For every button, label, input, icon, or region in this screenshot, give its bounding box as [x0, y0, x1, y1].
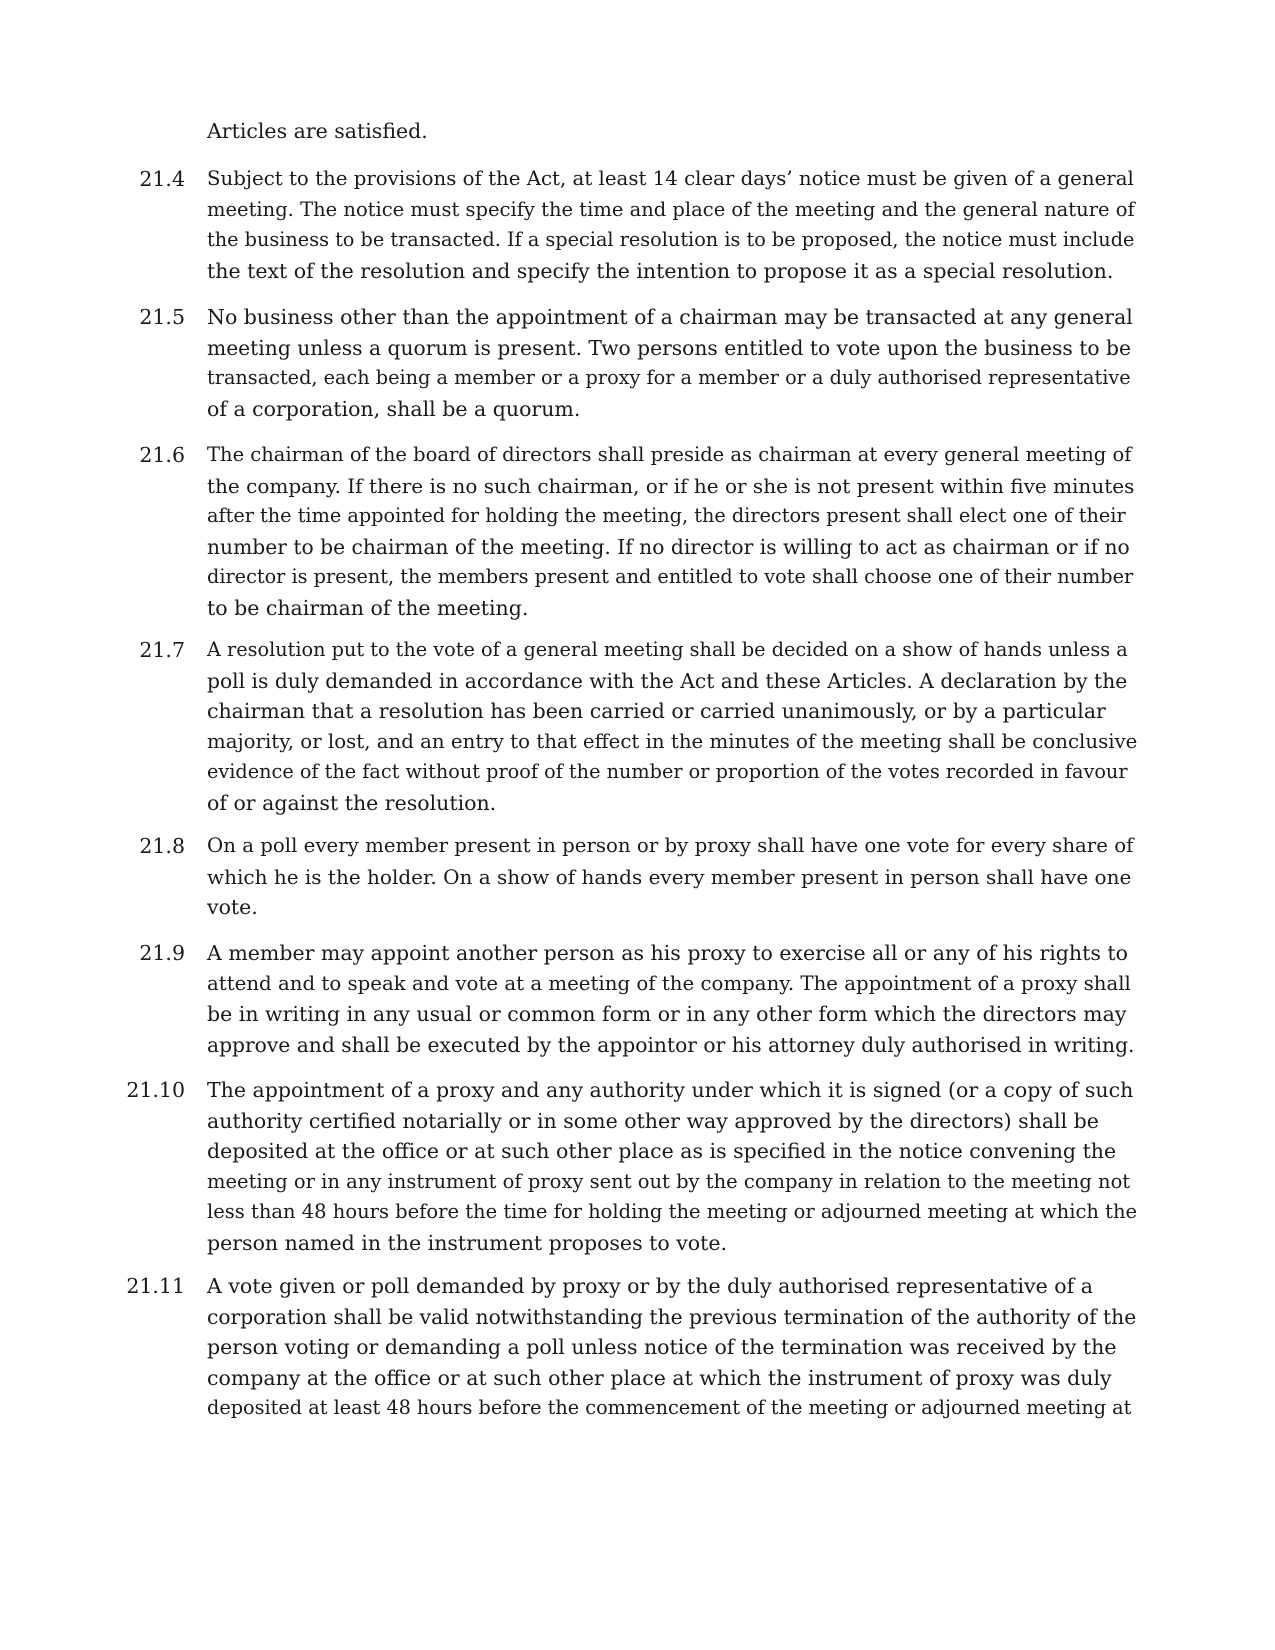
clause-line: of a corporation, shall be a quorum.	[207, 396, 581, 421]
continuation-text	[207, 116, 1135, 147]
clause-line: A vote given or poll demanded by proxy or by the duly authorised representative of a	[207, 1274, 1093, 1298]
clause-line: director is present, the members present and entitled to vote shall choose one of their number	[207, 565, 1134, 589]
clause-line: company at the office or at such other place at which the instrument of proxy was duly	[207, 1365, 1112, 1390]
clause-21-11-text	[207, 1271, 1135, 1424]
clause-line: the company. If there is no such chairman, or if he or she is not present within five minutes	[207, 473, 1135, 498]
clause-line: The chairman of the board of directors shall preside as chairman at every general meeting of	[207, 443, 1132, 466]
clause-line: to be chairman of the meeting.	[207, 595, 529, 620]
clause-line: meeting or in any instrument of proxy sent out by the company in relation to the meeting not	[207, 1169, 1131, 1193]
clause-21-6-text	[207, 440, 1135, 624]
clause-line: evidence of the fact without proof of the number or proportion of the votes recorded in favour	[207, 760, 1128, 784]
clause-line: be in writing in any usual or common form or in any other form which the directors may	[207, 1002, 1127, 1027]
clause-number-21-7: 21.7	[139, 638, 185, 662]
clause-21-5-text	[207, 302, 1135, 424]
clause-line: On a poll every member present in person or by proxy shall have one vote for every share of	[207, 834, 1134, 857]
clause-line: which he is the holder. On a show of hands every member present in person shall have one	[207, 864, 1132, 889]
clause-line: deposited at the office or at such other place as is specified in the notice convening the	[207, 1139, 1117, 1164]
clause-number-21-5: 21.5	[139, 305, 185, 329]
clause-21-10-text	[207, 1075, 1138, 1259]
clause-line: Subject to the provisions of the Act, at least 14 clear days’ notice must be given of a general	[207, 167, 1134, 190]
clause-line: transacted, each being a member or a proxy for a member or a duly authorised representative	[207, 366, 1131, 390]
clause-number-21-9: 21.9	[139, 941, 185, 965]
clause-number-21-6: 21.6	[139, 443, 185, 467]
clause-line: approve and shall be executed by the appointor or his attorney duly authorised in writing.	[207, 1032, 1135, 1057]
clause-number-21-8: 21.8	[139, 834, 185, 858]
clause-line: number to be chairman of the meeting. If no director is willing to act as chairman or if no	[207, 534, 1130, 559]
clause-line: less than 48 hours before the time for holding the meeting or adjourned meeting at which the	[207, 1200, 1138, 1224]
clause-line: No business other than the appointment of a chairman may be transacted at any general	[207, 305, 1133, 329]
clause-21-9-text	[207, 938, 1135, 1060]
clause-line: meeting unless a quorum is present. Two persons entitled to vote upon the business to be	[207, 335, 1131, 360]
clause-line: The appointment of a proxy and any authority under which it is signed (or a copy of such	[207, 1078, 1134, 1102]
clause-21-8-text	[207, 831, 1135, 923]
clause-line: deposited at least 48 hours before the commencement of the meeting or adjourned meeting at	[207, 1396, 1132, 1420]
clause-number-21-4: 21.4	[139, 167, 185, 191]
clause-line: vote.	[207, 895, 258, 920]
clause-line: chairman that a resolution has been carried or carried unanimously, or by a particular	[207, 699, 1106, 724]
clause-line: after the time appointed for holding the meeting, the directors present shall elect one of their	[207, 504, 1126, 528]
clause-line: attend and to speak and vote at a meeting of the company. The appointment of a proxy shall	[207, 971, 1131, 995]
clause-21-7-text	[207, 635, 1138, 819]
clause-line: poll is duly demanded in accordance with the Act and these Articles. A declaration by the	[207, 668, 1128, 693]
clause-line: authority certified notarially or in some other way approved by the directors) shall be	[207, 1108, 1099, 1133]
continuation-line: Articles are satisfied.	[207, 119, 428, 143]
clause-line: the text of the resolution and specify the intention to propose it as a special resolution.	[207, 258, 1114, 283]
clause-number-21-11: 21.11	[126, 1274, 185, 1298]
clause-line: majority, or lost, and an entry to that effect in the minutes of the meeting shall be conclusive	[207, 729, 1138, 753]
clause-line: A resolution put to the vote of a general meeting shall be decided on a show of hands unless a	[207, 638, 1128, 661]
clause-line: A member may appoint another person as his proxy to exercise all or any of his rights to	[207, 941, 1128, 965]
clause-number-21-10: 21.10	[126, 1078, 185, 1102]
clause-line: corporation shall be valid notwithstanding the previous termination of the authority of the	[207, 1304, 1137, 1329]
clause-line: person voting or demanding a poll unless notice of the termination was received by the	[207, 1335, 1117, 1360]
clause-line: of or against the resolution.	[207, 790, 497, 815]
clause-21-4-text	[207, 164, 1135, 286]
clause-line: person named in the instrument proposes to vote.	[207, 1230, 728, 1255]
clause-line: meeting. The notice must specify the time and place of the meeting and the general nature of	[207, 197, 1135, 221]
clause-line: the business to be transacted. If a special resolution is to be proposed, the notice must include	[207, 228, 1135, 252]
